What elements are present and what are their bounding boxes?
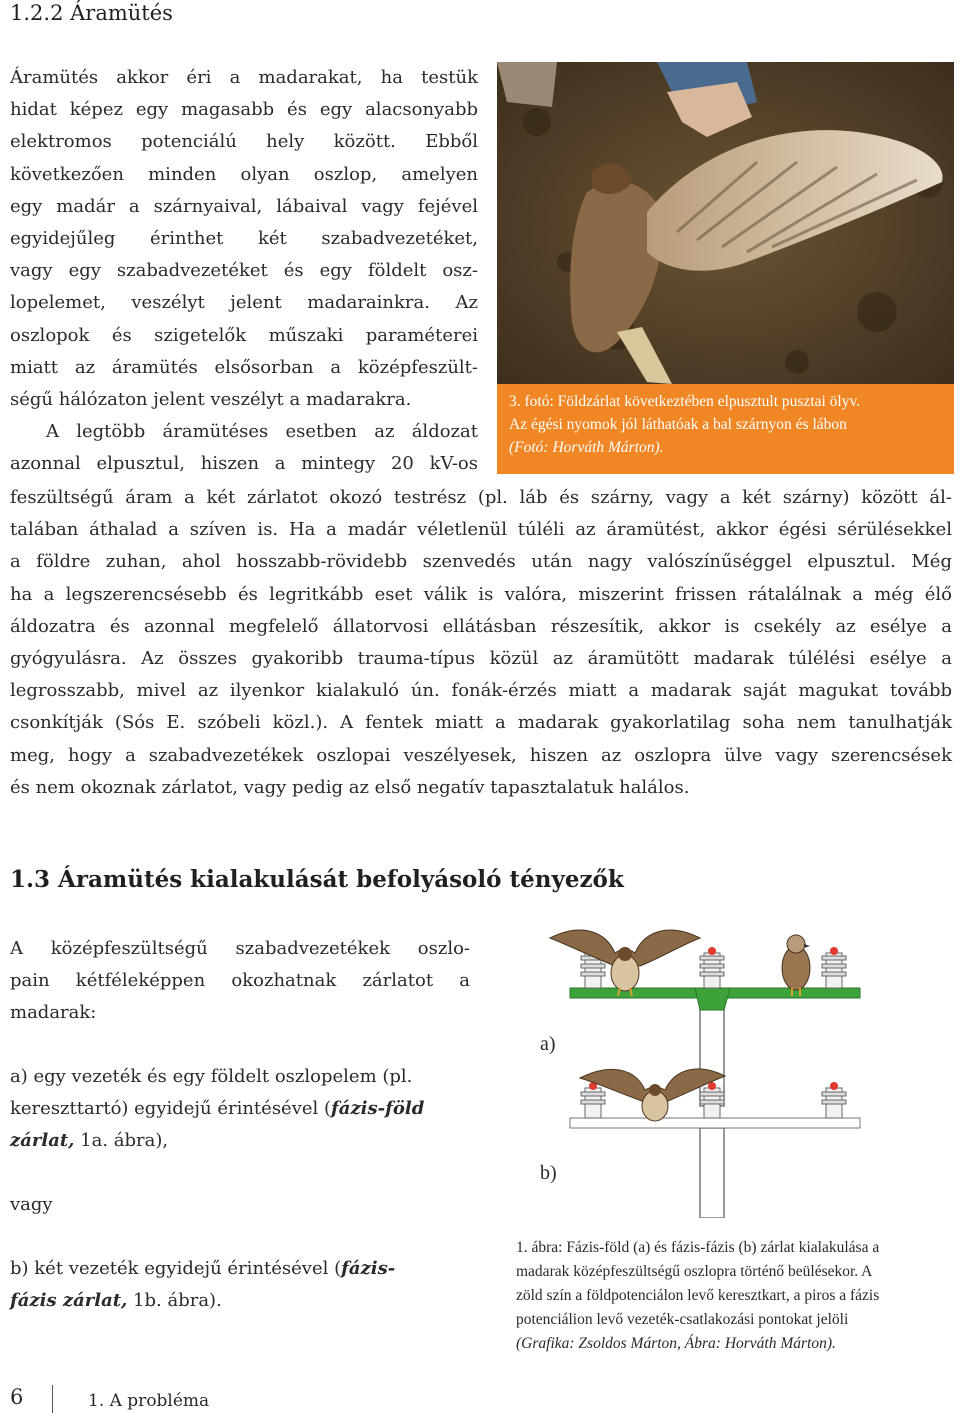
figure-1-diagram: [510, 918, 954, 1218]
text-line: pain kétféleképpen okozhatnak zárlatot a: [10, 970, 470, 991]
insulator-right-b: [822, 1082, 846, 1118]
text-line: következően minden olyan oszlop, amelyen: [10, 163, 478, 185]
text-line: csonkítják (Sós E. szóbeli közl.). A fentek miatt a madarak gyakorlatilag soha nem tanulhatják: [10, 712, 952, 734]
pole-diagram: [510, 918, 954, 1218]
text-line: oszlopok és szigetelők műszaki paraméterei: [10, 324, 478, 346]
text-line: [10, 1125, 470, 1157]
text-line: [10, 1093, 470, 1125]
intro-paragraph: [10, 62, 478, 481]
crossarm-bracket-a: [695, 988, 730, 1010]
insulator-left-b: [581, 1082, 605, 1118]
term-phase-phase-cont: fázis zárlat,: [10, 1290, 128, 1311]
section-heading-1-3: 1.3 Áramütés kialakulását befolyásoló tényezők: [10, 866, 624, 893]
text-line: és nem okoznak zárlatot, vagy pedig az első negatív tapasztalatuk halálos.: [10, 776, 690, 798]
section-heading-1-2-2: 1.2.2 Áramütés: [10, 1, 173, 25]
insulator-right-a: [822, 947, 846, 988]
text-fragment: 1a. ábra),: [74, 1130, 169, 1151]
page-number: 6: [10, 1385, 24, 1409]
text-line: meg, hogy a szabadvezetékek oszlopai veszélyesek, hiszen az oszlopra ülve vagy szerencsések: [10, 744, 952, 766]
causes-paragraph: [10, 933, 470, 1317]
text-line: áldozatra és azonnal megfelelő állatorvosi ellátásban részesítik, akkor is csekély az esélye a: [10, 615, 952, 637]
text-line: vagy egy szabadvezetéket és egy földelt osz-: [10, 260, 478, 282]
text-line: a) egy vezeték és egy földelt oszlopelem (pl.: [10, 1066, 413, 1087]
text-line: lopelemet, veszélyt jelent madarainkra. Az: [10, 292, 478, 314]
bird-spread-wings-a: [550, 930, 700, 996]
term-phase-ground-cont: zárlat,: [10, 1130, 75, 1151]
diagram-label-b: b): [540, 1162, 557, 1184]
text-fragment: 1b. ábra).: [127, 1290, 222, 1311]
spacer: [10, 1221, 470, 1253]
text-line: hidat képez egy magasabb és egy alacsonyabb: [10, 99, 478, 121]
figure-caption-line: zöld szín a földpotenciálon levő keresztkart, a piros a fázis: [516, 1287, 880, 1304]
text-line: ségű hálózaton jelent veszélyt a madarakra.: [10, 389, 412, 411]
figure-credit: (Grafika: Zsoldos Márton, Ábra: Horváth Márton).: [516, 1335, 836, 1352]
text-line: azonnal elpusztul, hiszen a mintegy 20 kV-os: [10, 453, 478, 475]
buzzard-photo-illustration: [497, 62, 954, 384]
photo-caption-line: Az égési nyomok jól láthatóak a bal szárnyon és lábon: [509, 416, 847, 433]
term-phase-ground: fázis-föld: [331, 1098, 425, 1119]
figure-caption-line: potenciálion levő vezeték-csatlakozási pontokat jelöli: [516, 1311, 849, 1328]
text-line: Áramütés akkor éri a madarakat, ha testük: [10, 67, 478, 88]
text-line: gyógyulásra. Az összes gyakoribb trauma-típus közül az áramütött madarak túlélési esélye a: [10, 648, 952, 670]
text-line: miatt az áramütés elsősorban a középfeszült-: [10, 356, 478, 378]
text-line: ha a legszerencsésebb és legritkább eset válik is valóra, miszerint frissen rátalálnak a még élő: [10, 583, 952, 605]
chapter-title: 1. A probléma: [88, 1391, 210, 1411]
bird-perched-a: [782, 935, 810, 996]
text-line: elektromos potenciálú hely között. Ebből: [10, 131, 478, 153]
figure-caption: [516, 1236, 956, 1356]
text-line: talában áthalad a szíven is. Ha a madár véletlenül túléli az áramütést, akkor égési sérülésekkel: [10, 519, 952, 541]
spacer: [10, 1157, 470, 1189]
insulator-center-a: [700, 947, 724, 988]
footer-divider: [52, 1385, 53, 1413]
text-line: [10, 1253, 470, 1285]
text-line: A középfeszültségű szabadvezetékek oszlo-: [10, 938, 470, 959]
photo-dead-buzzard: [497, 62, 954, 384]
text-line: A legtöbb áramütéses esetben az áldozat: [46, 421, 478, 443]
text-line: a földre zuhan, ahol hosszabb-rövidebb szenvedés után nagy valószínűséggel elpusztul. Még: [10, 551, 952, 573]
text-fragment: kereszttartó) egyidejű érintésével (: [10, 1098, 332, 1119]
diagram-label-a: a): [540, 1033, 556, 1055]
photo-caption: [497, 384, 954, 474]
text-line: egy madár a szárnyaival, lábaival vagy fejével: [10, 195, 478, 217]
text-line: legrosszabb, mivel az ilyenkor kialakuló ún. fonák-érzés miatt a madarak saját magukat tovább: [10, 680, 952, 702]
photo-credit: (Fotó: Horváth Márton).: [509, 439, 664, 456]
diagram-b: [570, 1069, 860, 1218]
text-line: [10, 1285, 470, 1317]
figure-caption-line: 1. ábra: Fázis-föld (a) és fázis-fázis (b) zárlat kialakulása a: [516, 1239, 880, 1256]
body-paragraph: [10, 482, 952, 804]
text-line: vagy: [10, 1194, 53, 1215]
pole-b: [700, 1128, 724, 1218]
crossarm-b: [570, 1118, 860, 1128]
text-line: feszültségű áram a két zárlatot okozó testrész (pl. láb és szárny, vagy a két szárny) között ál-: [10, 487, 952, 508]
text-fragment: b) két vezeték egyidejű érintésével (: [10, 1258, 342, 1279]
figure-caption-line: madarak középfeszültségű oszlopra történő beülésekor. A: [516, 1263, 873, 1280]
term-phase-phase: fázis-: [341, 1258, 396, 1279]
text-line: egyidejűleg érinthet két szabadvezetéket,: [10, 228, 478, 250]
text-line: madarak:: [10, 1002, 97, 1023]
spacer: [10, 1029, 470, 1061]
photo-caption-line: 3. fotó: Földzárlat következtében elpusztult pusztai ölyv.: [509, 393, 861, 410]
